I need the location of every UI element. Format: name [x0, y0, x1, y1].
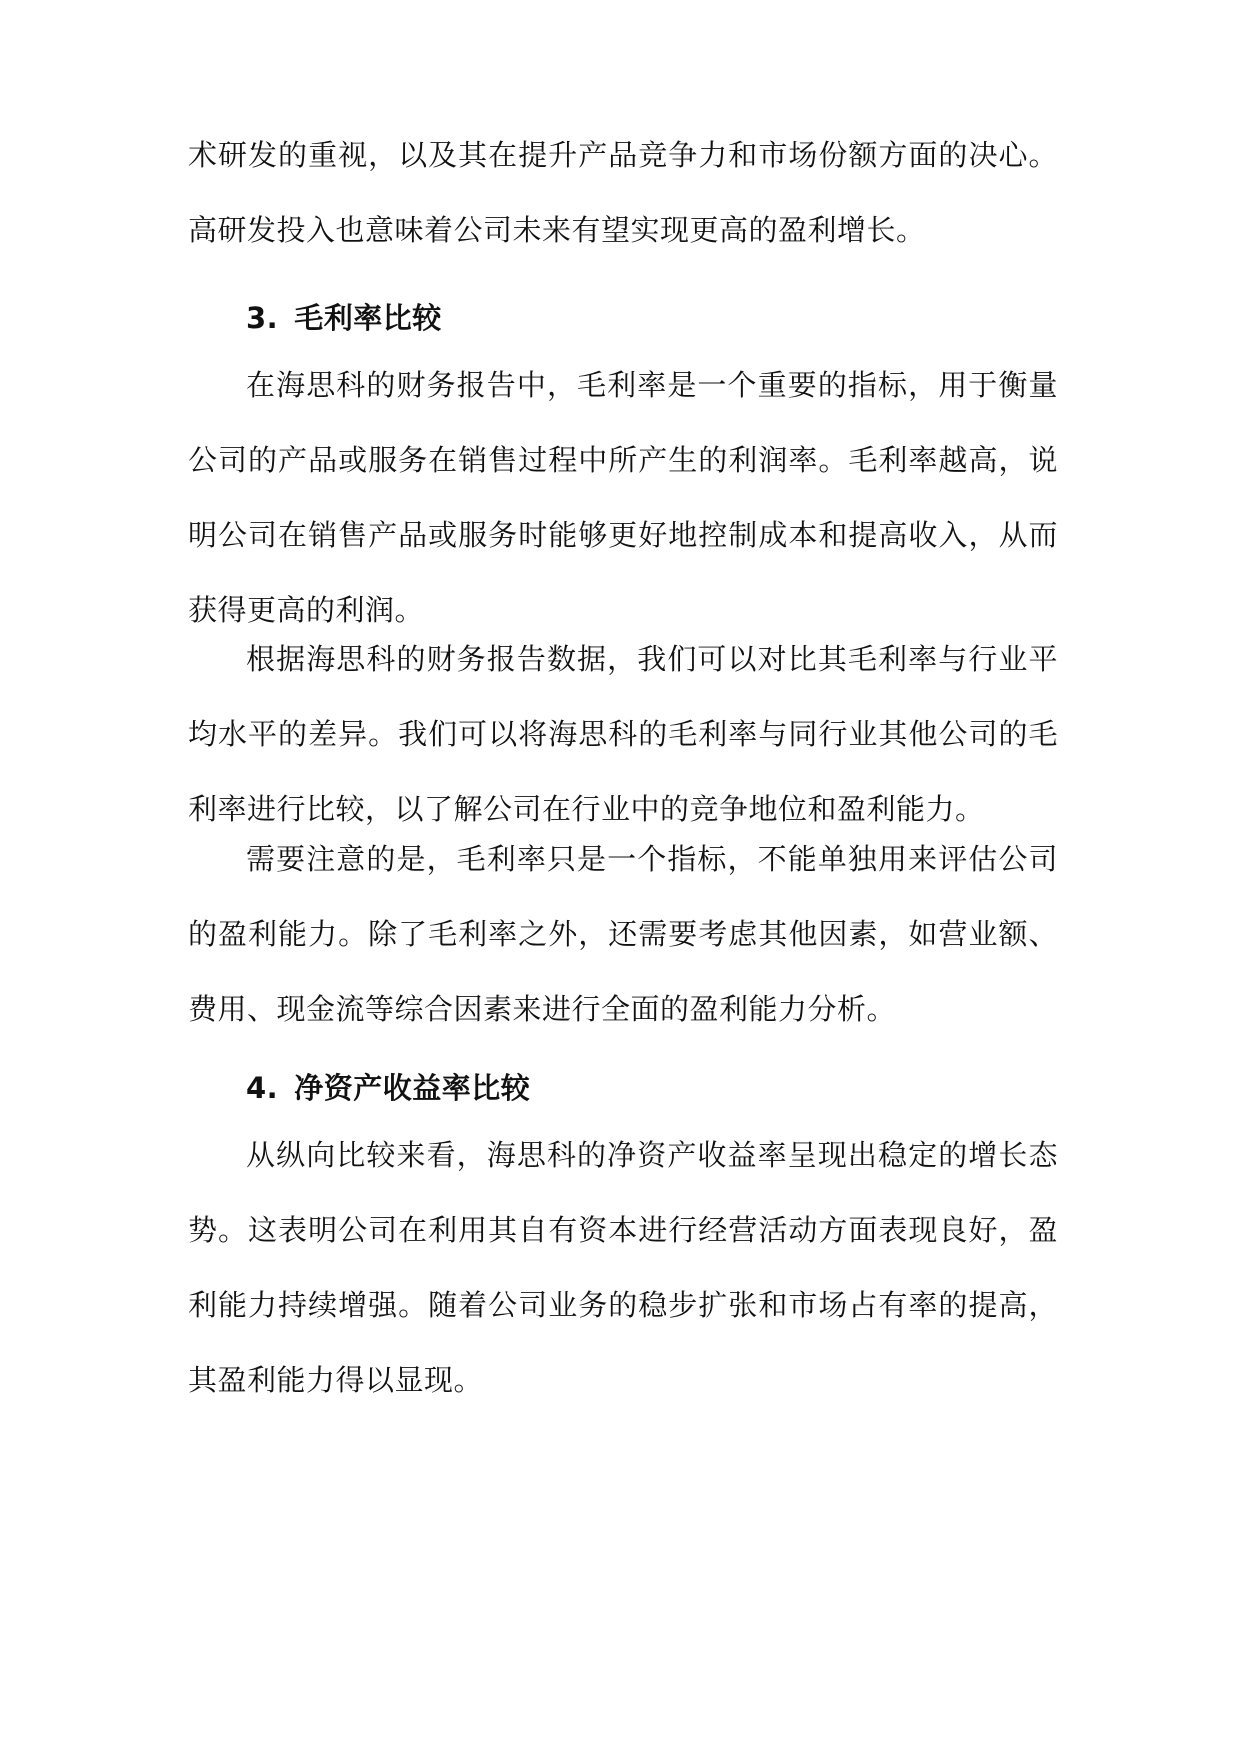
section-heading-4: [246, 1068, 530, 1108]
section-heading-3: [246, 298, 442, 338]
paragraph-roe-trend: 从纵向比较来看，海思科的净资产收益率呈现出稳定的增长态势。这表明公司在利用其自有资本进行经营活动方面表现良好，盈利能力持续增强。随着公司业务的稳步扩张和市场占有率的提高，其盈利能力得以显现。: [188, 1138, 1058, 1397]
section-number-4: 4.: [246, 1071, 279, 1105]
paragraph-gross-margin-comparison: 根据海思科的财务报告数据，我们可以对比其毛利率与行业平均水平的差异。我们可以将海思科的毛利率与同行业其他公司的毛利率进行比较，以了解公司在行业中的竞争地位和盈利能力。: [188, 642, 1058, 826]
section-title-3: 毛利率比较: [294, 301, 442, 335]
section-number-3: 3.: [246, 301, 279, 335]
paragraph-gross-margin-definition: 在海思科的财务报告中，毛利率是一个重要的指标，用于衡量公司的产品或服务在销售过程中所产生的利润率。毛利率越高，说明公司在销售产品或服务时能够更好地控制成本和提高收入，从而获得更高的利润。: [188, 368, 1058, 627]
paragraph-gross-margin-caveat: 需要注意的是，毛利率只是一个指标，不能单独用来评估公司的盈利能力。除了毛利率之外，还需要考虑其他因素，如营业额、费用、现金流等综合因素来进行全面的盈利能力分析。: [188, 842, 1058, 1026]
section-title-4: 净资产收益率比较: [294, 1071, 531, 1105]
paragraph-continued: 术研发的重视，以及其在提升产品竞争力和市场份额方面的决心。高研发投入也意味着公司未来有望实现更高的盈利增长。: [188, 138, 1058, 247]
